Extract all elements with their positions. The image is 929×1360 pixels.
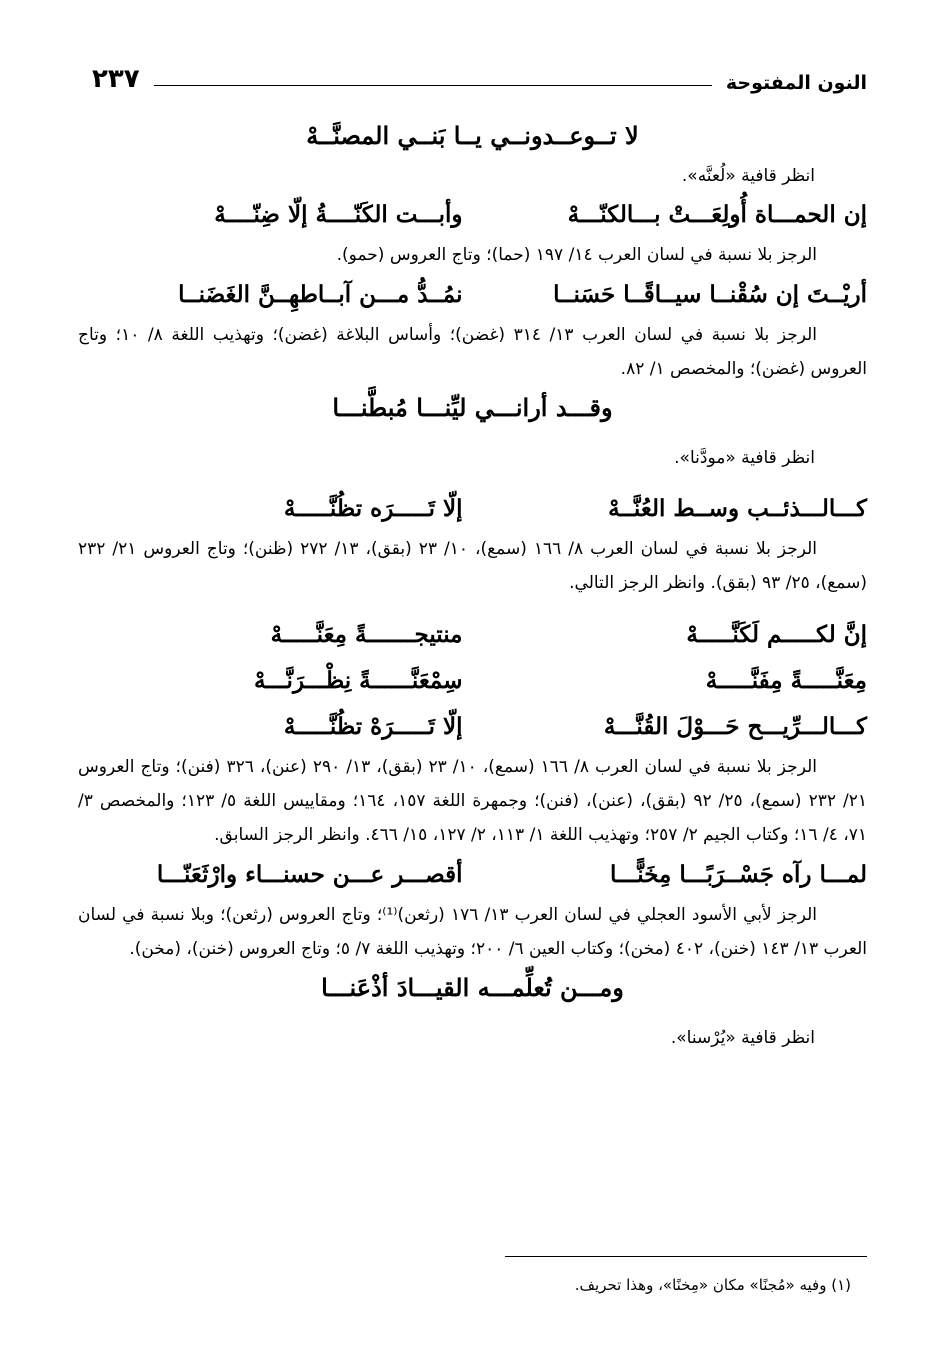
verse-second-hemistich: إلّا تَـــــرَه تظُنَّـــــهْ (283, 495, 463, 522)
verse-first-hemistich: إنَّ لكـــــم لَكَنَّـــــهْ (686, 621, 867, 648)
verse-line (78, 612, 867, 658)
verse-first-hemistich: إن الحمـــاة أُولِعَـــتْ بـــالكنّـــهْ (567, 201, 867, 228)
verse-second-hemistich: إلّا تَـــــرَهْ تظُنَّـــــهْ (283, 713, 463, 740)
verse-line (78, 486, 867, 532)
verse-line (78, 192, 867, 238)
source-reference: الرجز بلا نسبة في لسان العرب ٨/ ١٦٦ (سمع)، ١٠/ ٢٣ (بقق)، ١٣/ ٢٧٢ (ظنن)؛ وتاج العروس ٢١/ ٢٣٢ (سمع)، ٢٥/ ٩٣ (بقق). وانظر الرجز التالي. (78, 539, 867, 593)
verse-line: لا تــوعــدونــي يــا بَنــي المصنَّــهْ (306, 121, 639, 150)
verse-first-hemistich: كـــالـــذئــب وســط العُنَّــهْ (608, 495, 867, 522)
verse-line: وقـــد أرانـــي ليِّنـــا مُبطَّنـــا (332, 393, 613, 422)
verse-line (78, 272, 867, 318)
cross-reference: انظر قافية «مودَّنا». (674, 448, 815, 468)
verse-second-hemistich: منتيجـــــــةً مِعَنَّـــــهْ (270, 621, 463, 648)
verse-second-hemistich: سِمْعَنَّــــــةً نِظْـــرَنَّـــهْ (254, 667, 463, 694)
running-title: النون المفتوحة (725, 72, 867, 94)
header-rule (154, 85, 712, 86)
verse-first-hemistich: كـــالـــرِّيـــح حَـــوْلَ القُنَّـــهْ (603, 713, 867, 740)
verse-first-hemistich: لمـــا رآه جَسْــرَبًـــا مِخَنًّـــا (610, 861, 867, 888)
cross-reference: انظر قافية «لُعنَّه». (681, 166, 815, 186)
footnote-rule (505, 1256, 867, 1257)
page-body (78, 108, 867, 1054)
source-reference: الرجز لأبي الأسود العجلي في لسان العرب ١٣/ ١٧٦ (رثعن)⁽¹⁾؛ وتاج العروس (رثعن)؛ وبلا نسبة في لسان العرب ١٣/ ١٤٣ (خنن)، ٤٠٢ (مخن)؛ وكتاب العين ٦/ ٢٠٠؛ وتهذيب اللغة ٧/ ٥؛ وتاج العروس (خنن)، (مخن). (78, 905, 867, 959)
verse-first-hemistich: مِعَنَّـــــةً مِفَنَّـــــهْ (705, 667, 867, 694)
cross-reference: انظر قافية «يُرْسنا». (670, 1028, 815, 1048)
verse-line: ومـــن تُعلِّمـــه القيـــادَ أذْعَنـــا (321, 973, 624, 1002)
verse-line (78, 704, 867, 750)
source-reference: الرجز بلا نسبة في لسان العرب ١٣/ ٣١٤ (غضن)؛ وأساس البلاغة (غضن)؛ وتهذيب اللغة ٨/ ١٠؛ وتاج العروس (غضن)؛ والمخصص ١/ ٨٢. (78, 325, 867, 379)
footnote: (١) وفيه «مُجنًا» مكان «مِخنًا»، وهذا تحريف. (574, 1276, 851, 1294)
verse-second-hemistich: نمُــدُّ مـــن آبــاطهِــنَّ الغَضَنــا (178, 281, 463, 308)
verse-line (78, 658, 867, 704)
source-reference: الرجز بلا نسبة في لسان العرب ٨/ ١٦٦ (سمع)، ١٠/ ٢٣ (بقق)، ١٣/ ٢٩٠ (عنن)، ٣٢٦ (فنن)؛ وتاج العروس ٢١/ ٢٣٢ (سمع)، ٢٥/ ٩٢ (بقق)، (عنن)، (فنن)؛ وجمهرة اللغة ١٥٧، ١٦٤؛ ومقاييس اللغة ٥/ ١٢٣؛ والمخصص ٣/ ٧١، ٤/ ١٦؛ وكتاب الجيم ٢/ ٢٥٧؛ وتهذيب اللغة ١/ ١١٣، ٢/ ١٢٧، ١٥/ ٤٦٦. وانظر الرجز السابق. (78, 757, 868, 845)
verse-second-hemistich: وأبـــت الكَنّــــةُ إلّا ضِنّــــهْ (214, 201, 463, 228)
verse-line (78, 852, 867, 898)
page-header (92, 58, 867, 94)
source-reference: الرجز بلا نسبة في لسان العرب ١٤/ ١٩٧ (حما)؛ وتاج العروس (حمو). (336, 245, 817, 265)
verse-second-hemistich: أقصـــر عـــن حسنـــاء وارْثَعَنّـــا (156, 861, 463, 888)
verse-first-hemistich: أريْــتَ إن سُقْنــا سيــاقًــا حَسَنــا (553, 281, 867, 308)
page-number: ٢٣٧ (92, 64, 140, 94)
